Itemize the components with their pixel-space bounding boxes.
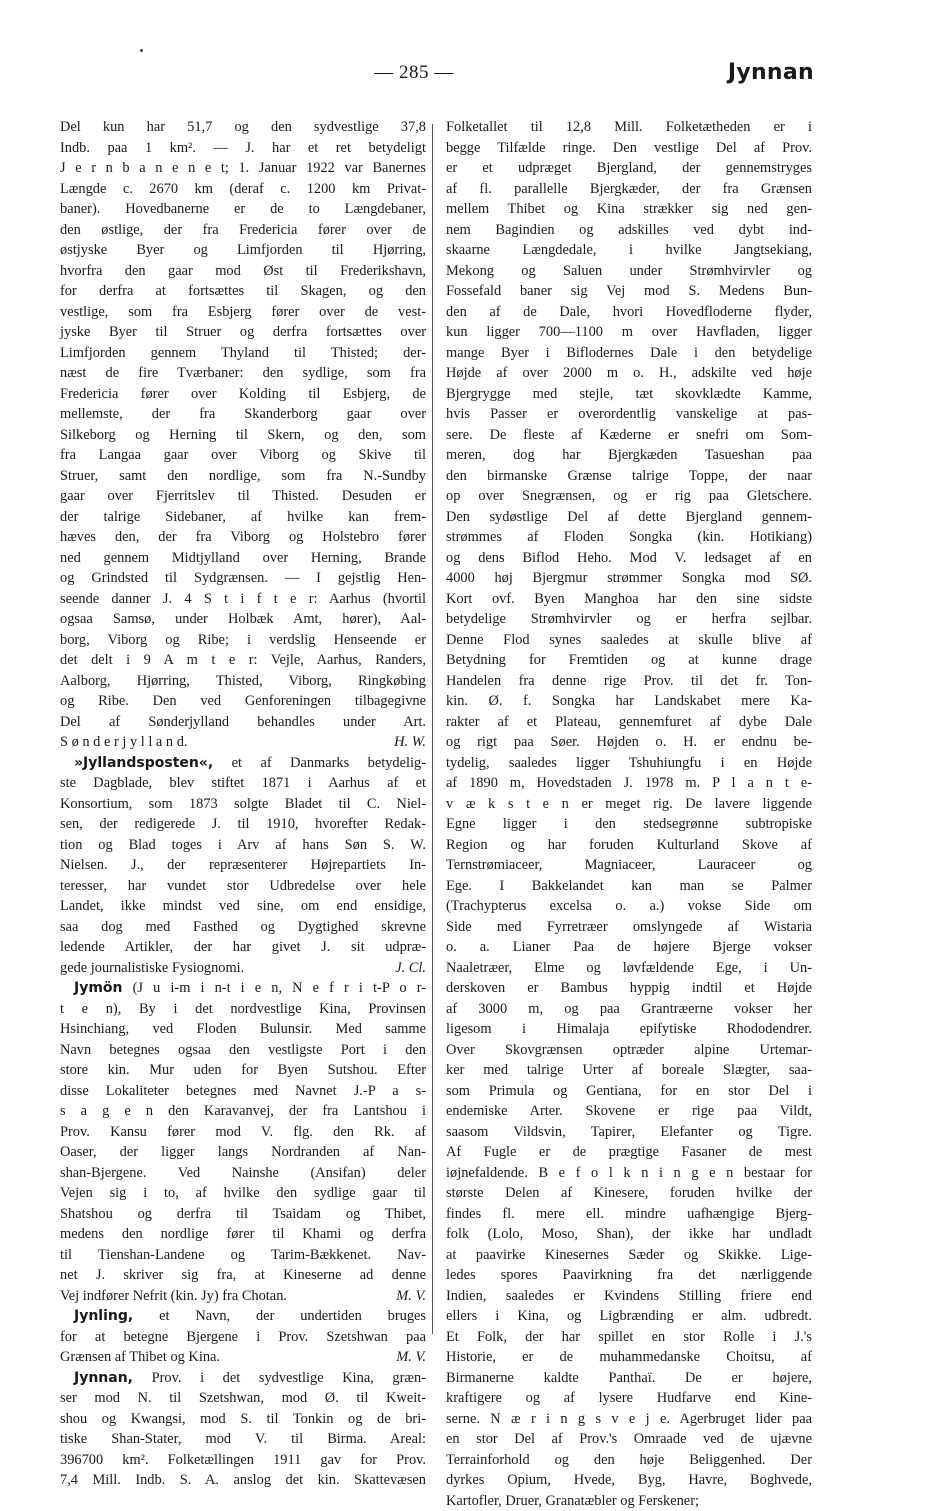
cross-reference: S ø n d e r j y l l a n d. [60, 732, 188, 753]
text-line: næst de fire Tværbaner: den sydlige, som fra [60, 363, 426, 384]
entry-jymon [60, 978, 426, 1306]
text-line: saasom Vildsvin, Tapirer, Elefanter og Tigre. [446, 1122, 812, 1143]
author-initials: M. V. [396, 1347, 426, 1368]
text-line: af 3000 m, og paa Grantræerne vokser her [446, 999, 812, 1020]
text-line: Naaletræer, Elme og løvfældende Ege, i Un- [446, 958, 812, 979]
text-line: Limfjorden gennem Thyland til Thisted; der- [60, 343, 426, 364]
signature-line [60, 732, 426, 753]
signature-line [60, 1347, 426, 1368]
text-line: borg, Viborg og Ribe; i verdslig Henseende er [60, 630, 426, 651]
text-line: nem Bagindien og adskilles ved dybt ind- [446, 220, 812, 241]
text-line: sere. De fleste af Kæderne er snefri om Som- [446, 425, 812, 446]
signature-line [60, 1286, 426, 1307]
text-line: største Delen af Kinesere, foruden hvilke der [446, 1183, 812, 1204]
text-line: ker med talrige Urter af boreale Slægter, saa- [446, 1060, 812, 1081]
text-line: kin. Ø. f. Songka har Landskabet mere Ka- [446, 691, 812, 712]
text-line: Indien, saaledes er Kvindens Stilling friere end [446, 1286, 812, 1307]
text-line: Birmanerne kaldte Panthaï. De er højere, [446, 1368, 812, 1389]
entry-jynling [60, 1306, 426, 1368]
text-line: serne. N æ r i n g s v e j e. Agerbruget lider paa [446, 1409, 812, 1430]
text-line: gaar over Fjerritslev til Thisted. Desuden er [60, 486, 426, 507]
headword: Jymön [74, 980, 123, 996]
text-line: meren, dog har Bjergkæden Tasueshan paa [446, 445, 812, 466]
text-line: 4000 høj Bjergmur strømmer Songka mod SØ. [446, 568, 812, 589]
text-line: iøjnefaldende. B e f o l k n i n g e n bestaar for [446, 1163, 812, 1184]
text-line: o. a. Lianer Paa de højere Bjerge vokser [446, 937, 812, 958]
entry-text: (J u i-m i n-t i e n, N e f r i t-P o r- [123, 980, 426, 996]
text-line: t e n), By i det nordvestlige Kina, Provinsen [60, 999, 426, 1020]
text-line: mellemste, der fra Skanderborg gaar over [60, 404, 426, 425]
text-line: Betydning for Fremtiden og at kunne drage [446, 650, 812, 671]
text-line: for at betegne Bjergene i Prov. Szetshwan paa [60, 1327, 426, 1348]
text-line: findes fl. mere ell. mindre uafhængige Bjerg- [446, 1204, 812, 1225]
text-line: af fl. parallelle Bjergkæder, der fra Grænsen [446, 179, 812, 200]
text-line: gede journalistiske Fysiognomi. [60, 958, 244, 979]
text-line: op over Snegrænsen, og er rig paa Gletschere. [446, 486, 812, 507]
text-line: derskoven er Bambus hyppig indtil et Højde [446, 978, 812, 999]
text-line: Af Fugle er de prægtige Fasaner de mest [446, 1142, 812, 1163]
text-line: Oaser, der ligger langs Nordranden af Nan- [60, 1142, 426, 1163]
signature-line [60, 958, 426, 979]
text-line: tydelig, saaledes ligger Tshuhiungfu i en Højde [446, 753, 812, 774]
text-line: v æ k s t e n er meget rig. De lavere liggende [446, 794, 812, 815]
entry-first-line [60, 1306, 426, 1327]
text-line: disse Lokaliteter betegnes med Navnet J.-P a s- [60, 1081, 426, 1102]
text-line: Hsinchiang, ved Floden Bulunsir. Med samme [60, 1019, 426, 1040]
text-line: til Tienshan-Landene og Tarim-Bækkenet. Nav- [60, 1245, 426, 1266]
text-line: s a g e n den Karavanvej, der fra Lantshou i [60, 1101, 426, 1122]
text-line: den birmanske Grænse talrige Toppe, der naar [446, 466, 812, 487]
text-line: seende danner J. 4 S t i f t e r: Aarhus (hvortil [60, 589, 426, 610]
text-line: Folketallet til 12,8 Mill. Folketætheden er i [446, 117, 812, 138]
text-line: ned gennem Midtjylland over Herning, Brande [60, 548, 426, 569]
text-line: af 1890 m, Hovedstaden J. 1978 m. P l a n t e- [446, 773, 812, 794]
text-line: Mekong og Saluen under Strømhvirvler og [446, 261, 812, 282]
text-line: Vejen sig i to, af hvilke den sydlige gaar til [60, 1183, 426, 1204]
text-line: og dens Biflod Heho. Mod V. ledsaget af en [446, 548, 812, 569]
text-line: Højde af over 2000 m o. H., adskilte ved høje [446, 363, 812, 384]
text-line: fra Langaa gaar over Viborg og Skive til [60, 445, 426, 466]
left-column-text [60, 117, 426, 732]
text-line: den af de Dale, hvori Hovedfloderne flyder, [446, 302, 812, 323]
text-line: Del kun har 51,7 og den sydvestlige 37,8 [60, 117, 426, 138]
text-line: den østlige, der fra Fredericia fører over de [60, 220, 426, 241]
text-line: store kin. Mur uden for Byen Sutshou. Efter [60, 1060, 426, 1081]
text-line: endemiske Arter. Skovene er rige paa Vildt, [446, 1101, 812, 1122]
text-line: folk (Lolo, Moso, Shan), der ikke har undladt [446, 1224, 812, 1245]
text-line: og rigt paa Søer. Højden o. H. er endnu be- [446, 732, 812, 753]
headword: »Jyllandsposten«, [74, 755, 213, 771]
running-head: Jynnan [728, 60, 814, 85]
text-line: Ege. I Bakkelandet kan man se Palmer [446, 876, 812, 897]
text-line: er et udpræget Bjergland, der gennemstryges [446, 158, 812, 179]
author-initials: M. V. [396, 1286, 426, 1307]
page-number: — 285 — [0, 62, 828, 84]
text-line: Landet, ikke mindst ved sine, om end ensidige, [60, 896, 426, 917]
text-line: hvorfra den gaar mod Øst til Frederikshavn, [60, 261, 426, 282]
text-line: ogsaa Samsø, under Holbæk Amt, hører), Aal- [60, 609, 426, 630]
text-line: Ternstrømiaceer, Magniaceer, Lauraceer og [446, 855, 812, 876]
text-line: som Primula og Gentiana, for en stor Del i [446, 1081, 812, 1102]
text-line: Historie, er de muhammedanske Choitsu, af [446, 1347, 812, 1368]
text-line: skaarne Længdedale, i hvilke Jangtsekiang, [446, 240, 812, 261]
text-line: ste Dagblade, blev stiftet 1871 i Aarhus af et [60, 773, 426, 794]
entry-first-line [60, 1368, 426, 1389]
text-line: net J. skriver sig fra, at Kineserne ad denne [60, 1265, 426, 1286]
text-line: rakter af et Plateau, gennemfuret af dybe Dale [446, 712, 812, 733]
text-line: Kort ovf. Byen Manghoa har den sine sidste [446, 589, 812, 610]
left-column [60, 117, 426, 1491]
text-line: en stor Del af Prov.'s Omraade ved de ujævne [446, 1429, 812, 1450]
entry-text: et af Danmarks betydelig- [213, 755, 426, 771]
text-line: J e r n b a n e n e t; 1. Januar 1922 var Banernes [60, 158, 426, 179]
column-divider [432, 124, 433, 1334]
headword: Jynnan, [74, 1370, 133, 1386]
text-line: ellers i Kina, og Ligbrænding er alm. udbredt. [446, 1306, 812, 1327]
entry-jyllandsposten [60, 753, 426, 979]
text-line: teresser, har vundet stor Udbredelse over hele [60, 876, 426, 897]
text-line: der talrige Sidebaner, af hvilke kan frem- [60, 507, 426, 528]
text-line: Del af Sønderjylland behandles under Art. [60, 712, 426, 733]
text-line: Den sydøstlige Del af dette Bjergland gennem- [446, 507, 812, 528]
author-initials: J. Cl. [395, 958, 426, 979]
text-line: baner). Hovedbanerne er de to Længdebaner, [60, 199, 426, 220]
text-line: begge Tilfælde ringe. Den vestlige Del af Prov. [446, 138, 812, 159]
headword: Jynling, [74, 1308, 133, 1324]
text-line: Fredericia fører over Kolding til Esbjerg, de [60, 384, 426, 405]
text-line: og Grindsted til Sydgrænsen. — I gejstlig Hen- [60, 568, 426, 589]
text-line: kun ligger 700—1100 m over Havfladen, ligger [446, 322, 812, 343]
text-line: ligesom i Himalaja epifytiske Rhododendrer. [446, 1019, 812, 1040]
speck [140, 49, 143, 52]
text-line: Shatshou og derfra til Tsaidam og Thibet, [60, 1204, 426, 1225]
text-line: Region og har foruden Kulturland Skove af [446, 835, 812, 856]
text-line: vestlige, som fra Esbjerg fører over de vest- [60, 302, 426, 323]
entry-text: et Navn, der undertiden bruges [133, 1308, 426, 1324]
text-line: Et Folk, der har spillet en stor Rolle i J.'s [446, 1327, 812, 1348]
text-line: Indb. paa 1 km². — J. har et ret betydeligt [60, 138, 426, 159]
text-line: medens den nordlige fører til Khami og derfra [60, 1224, 426, 1245]
text-line: shou og Kwangsi, mod S. til Tonkin og de bri- [60, 1409, 426, 1430]
text-line: Denne Flod synes saaledes at skulle blive af [446, 630, 812, 651]
text-line: og Ribe. Den ved Genforeningen tilbagegivne [60, 691, 426, 712]
text-line: ledes spores Paavirkning fra det nærliggende [446, 1265, 812, 1286]
text-line: Fossefald baner sig Vej mod S. Medens Bun- [446, 281, 812, 302]
text-line: saa dog med Fasthed og Dygtighed skrevne [60, 917, 426, 938]
text-line: Navn betegnes ogsaa den vestligste Port i den [60, 1040, 426, 1061]
text-line: Vej indfører Nefrit (kin. Jy) fra Chotan. [60, 1286, 287, 1307]
text-line: Handelen fra denne rige Prov. til det fr. Ton- [446, 671, 812, 692]
text-line: østjyske Byer og Limfjorden til Hjørring, [60, 240, 426, 261]
text-line: ser mod N. til Szetshwan, mod Ø. til Kweit- [60, 1388, 426, 1409]
text-line: shan-Bjergene. Ved Nainshe (Ansifan) deler [60, 1163, 426, 1184]
entry-first-line [60, 753, 426, 774]
text-line: tion og Blad toges i Arv af hans Søn S. W. [60, 835, 426, 856]
text-line: sen, der redigerede J. til 1910, hvorefter Redak- [60, 814, 426, 835]
author-initials: H. W. [394, 732, 426, 753]
text-line: jyske Byer til Struer og derfra fortsættes over [60, 322, 426, 343]
text-line: mellem Thibet og Kina strækker sig ned gen- [446, 199, 812, 220]
text-line: hvis Passer er overordentlig vanskelige at pas- [446, 404, 812, 425]
text-line: Nielsen. J., der repræsenterer Højrepartiets In- [60, 855, 426, 876]
text-line: dyrkes Opium, Hvede, Byg, Havre, Boghvede, [446, 1470, 812, 1491]
text-line: Bjergrygge med stejle, tæt skovklædte Kamme, [446, 384, 812, 405]
text-line: Kartofler, Druer, Granatæbler og Ferskener; [446, 1491, 812, 1511]
text-line: betydelige Strømhvirvler og er herfra sejlbar. [446, 609, 812, 630]
text-line: Aalborg, Hjørring, Thisted, Viborg, Ringkøbing [60, 671, 426, 692]
text-line: Terrainforhold og den høje Beliggenhed. Der [446, 1450, 812, 1471]
text-line: Struer, samt den nordlige, som fra N.-Sundby [60, 466, 426, 487]
text-line: (Trachypterus excelsa o. a.) vokse Side om [446, 896, 812, 917]
text-line: ledende Artikler, der har givet J. sit udpræ- [60, 937, 426, 958]
text-line: tiske Shan-Stater, mod V. til Birma. Areal: [60, 1429, 426, 1450]
text-line: Egne ligger i den stedsegrønne subtropiske [446, 814, 812, 835]
text-line: Konsortium, som 1873 solgte Bladet til C. Niel- [60, 794, 426, 815]
text-line: Længde c. 2670 km (deraf c. 1200 km Privat- [60, 179, 426, 200]
text-line: Over Skovgrænsen optræder alpine Urtemar- [446, 1040, 812, 1061]
text-line: mange Byer i Biflodernes Dale i den betydelige [446, 343, 812, 364]
entry-jynnan [60, 1368, 426, 1491]
text-line: 7,4 Mill. Indb. S. A. anslog det kin. Skattevæsen [60, 1470, 426, 1491]
text-line: hæves den, der fra Viborg og Holstebro fører [60, 527, 426, 548]
text-line: for derfra at fortsættes til Skagen, og den [60, 281, 426, 302]
text-line: det delt i 9 A m t e r: Vejle, Aarhus, Randers, [60, 650, 426, 671]
right-column [446, 117, 812, 1511]
entry-text: Prov. i det sydvestlige Kina, græn- [133, 1370, 426, 1386]
text-line: 396700 km². Folketællingen 1911 gav for Prov. [60, 1450, 426, 1471]
entry-first-line [60, 978, 426, 999]
text-line: Grænsen af Thibet og Kina. [60, 1347, 220, 1368]
text-line: Side med Fyrretræer omslyngede af Wistaria [446, 917, 812, 938]
text-line: strømmes af Floden Songka (kin. Hotikiang) [446, 527, 812, 548]
text-line: at paavirke Kinesernes Sæder og Skikke. Lige- [446, 1245, 812, 1266]
text-line: Prov. Kansu fører mod V. flg. den Rk. af [60, 1122, 426, 1143]
text-line: kraftigere og af lysere Hudfarve end Kine- [446, 1388, 812, 1409]
text-line: Silkeborg og Herning til Skern, og den, som [60, 425, 426, 446]
